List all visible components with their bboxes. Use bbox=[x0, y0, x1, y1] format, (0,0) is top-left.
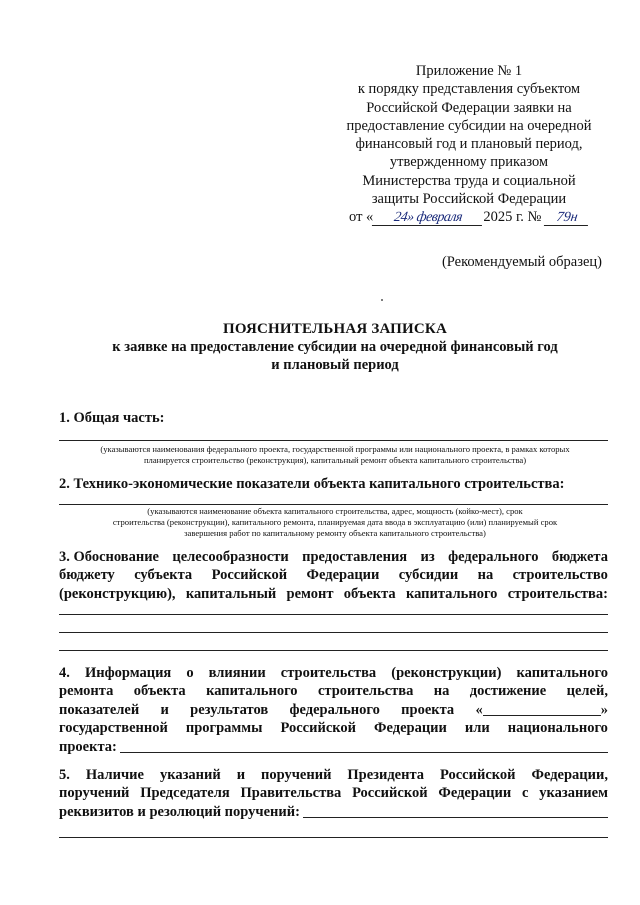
section-1-heading: 1. Общая часть: bbox=[59, 410, 165, 426]
word: федерального bbox=[289, 701, 380, 718]
note-line: планируется строительство (реконструкция), капитальный ремонт объекта капитального строительства) bbox=[143, 455, 527, 465]
word: Российской bbox=[352, 785, 428, 802]
title-main: ПОЯСНИТЕЛЬНАЯ ЗАПИСКА bbox=[222, 321, 448, 337]
appendix-line: утвержденному приказом bbox=[389, 154, 549, 171]
para-line bbox=[59, 701, 608, 719]
section-2-note bbox=[40, 506, 630, 539]
section-5-fill-line[interactable] bbox=[303, 803, 608, 818]
word: указанием bbox=[539, 785, 608, 802]
para-line bbox=[59, 664, 608, 682]
word: строительства bbox=[317, 683, 414, 700]
word: или bbox=[464, 720, 490, 737]
close-quote: » bbox=[600, 701, 608, 718]
word: объекта bbox=[343, 585, 396, 602]
section-4-fill-line[interactable] bbox=[120, 738, 608, 753]
word: целей, bbox=[566, 683, 608, 700]
word: национального bbox=[507, 720, 608, 737]
word: строительство bbox=[512, 567, 608, 584]
word: Президента bbox=[347, 767, 425, 783]
section-1-fill-line[interactable] bbox=[59, 440, 608, 441]
para-line bbox=[59, 548, 608, 566]
word: субсидии bbox=[398, 567, 459, 584]
appendix-line: защиты Российской Федерации bbox=[371, 191, 567, 208]
handwritten-number: 79н bbox=[544, 210, 590, 226]
word: капитального bbox=[405, 585, 498, 602]
word: предоставления bbox=[302, 549, 408, 565]
section-5-paragraph bbox=[59, 766, 608, 821]
para-line bbox=[59, 766, 608, 784]
word: влиянии bbox=[208, 665, 266, 681]
project-name-field[interactable] bbox=[476, 701, 609, 719]
word: реквизитов и резолюций поручений: bbox=[59, 803, 300, 820]
word: Правительства bbox=[240, 785, 342, 802]
word: 3. Обоснование bbox=[59, 549, 159, 565]
word: бюджета bbox=[551, 549, 608, 565]
word: на bbox=[477, 567, 494, 584]
para-line bbox=[59, 738, 608, 756]
para-line bbox=[59, 585, 608, 603]
word: ремонта bbox=[59, 683, 114, 700]
section-3-fill-line[interactable] bbox=[59, 614, 608, 615]
word: о bbox=[186, 665, 194, 681]
word: и bbox=[236, 767, 246, 783]
order-date-line bbox=[330, 208, 608, 226]
word: Федерации bbox=[438, 785, 512, 802]
word: и bbox=[160, 701, 169, 718]
para-line bbox=[59, 566, 608, 584]
word: капитальный bbox=[185, 585, 277, 602]
word: Председателя bbox=[140, 785, 230, 802]
para-line bbox=[59, 784, 608, 802]
date-prefix: от « bbox=[349, 209, 374, 226]
note-line: (указываются наименование объекта капитального строительства, адрес, мощность (койко-мест), срок bbox=[147, 506, 523, 516]
word: из bbox=[420, 549, 435, 565]
word: Наличие bbox=[85, 767, 144, 783]
word: указаний bbox=[159, 767, 221, 783]
word: Информация bbox=[84, 665, 172, 681]
para-line bbox=[59, 682, 608, 700]
appendix-line: Министерства труда и социальной bbox=[362, 172, 576, 189]
word: Федерации, bbox=[531, 767, 608, 783]
word: Федерации bbox=[306, 567, 380, 584]
word: целесообразности bbox=[172, 549, 289, 565]
word: строительства bbox=[280, 665, 377, 681]
word: Российской bbox=[440, 767, 516, 783]
word: ремонт bbox=[286, 585, 334, 602]
section-3-fill-line[interactable] bbox=[59, 632, 608, 633]
recommended-sample-label: (Рекомендуемый образец) bbox=[441, 254, 602, 270]
appendix-line: Приложение № 1 bbox=[415, 63, 523, 79]
word: поручений bbox=[261, 767, 332, 783]
word: субъекта bbox=[134, 567, 193, 584]
word: проекта: bbox=[59, 738, 117, 755]
word: 4. bbox=[59, 665, 70, 681]
note-line: (указываются наименования федерального проекта, государственной программы или национального проекта, в рамках которых bbox=[100, 444, 570, 454]
word: проекта bbox=[401, 701, 455, 718]
appendix-line: предоставление субсидии на очередной bbox=[346, 117, 592, 134]
appendix-line: к порядку представления субъектом bbox=[357, 81, 581, 98]
word: объекта bbox=[133, 683, 186, 700]
speck-mark bbox=[381, 299, 383, 301]
word: поручений bbox=[59, 785, 130, 802]
section-3-fill-line[interactable] bbox=[59, 650, 608, 651]
section-5-fill-line[interactable] bbox=[59, 837, 608, 838]
section-2-fill-line[interactable] bbox=[59, 504, 608, 505]
note-line: завершения работ по капитальному ремонту объекта капитального строительства) bbox=[184, 528, 486, 538]
word: бюджету bbox=[59, 567, 115, 584]
project-name-blank[interactable] bbox=[483, 701, 601, 716]
section-3-paragraph bbox=[59, 548, 608, 603]
word: показателей bbox=[59, 701, 140, 718]
section-1-note bbox=[40, 444, 630, 466]
appendix-block bbox=[330, 62, 608, 227]
word: на bbox=[433, 683, 450, 700]
word: 5. bbox=[59, 767, 70, 783]
note-line: строительства (реконструкции), капитального ремонта, планируемая дата ввода в эксплуатацию (или) планируемый срок bbox=[112, 517, 558, 527]
para-line bbox=[59, 803, 608, 821]
title-subline: и плановый период bbox=[271, 357, 399, 373]
word: (реконструкции) bbox=[391, 665, 502, 681]
title-subline: к заявке на предоставление субсидии на очередной финансовый год bbox=[112, 339, 558, 355]
word: достижение bbox=[469, 683, 547, 700]
word: федерального bbox=[448, 549, 539, 565]
word: капитального bbox=[516, 665, 608, 681]
word: Российской bbox=[280, 720, 357, 737]
open-quote: « bbox=[475, 701, 483, 718]
word: результатов bbox=[190, 701, 269, 718]
year-text: 2025 г. № bbox=[483, 209, 542, 226]
word: программы bbox=[185, 720, 263, 737]
document-title bbox=[40, 320, 630, 374]
word: Российской bbox=[211, 567, 288, 584]
word: государственной bbox=[59, 720, 168, 737]
word: капитального bbox=[206, 683, 298, 700]
word: (реконструкцию), bbox=[59, 585, 176, 602]
word: Федерации bbox=[374, 720, 447, 737]
section-4-paragraph bbox=[59, 664, 608, 756]
appendix-line: финансовый год и плановый период, bbox=[355, 136, 583, 153]
section-2-heading: 2. Технико-экономические показатели объекта капитального строительства: bbox=[59, 476, 565, 492]
para-line bbox=[59, 719, 608, 737]
appendix-line: Российской Федерации заявки на bbox=[366, 99, 572, 116]
word: строительства: bbox=[507, 585, 608, 602]
handwritten-date: 24» февраля bbox=[372, 210, 484, 226]
word: с bbox=[522, 785, 529, 802]
